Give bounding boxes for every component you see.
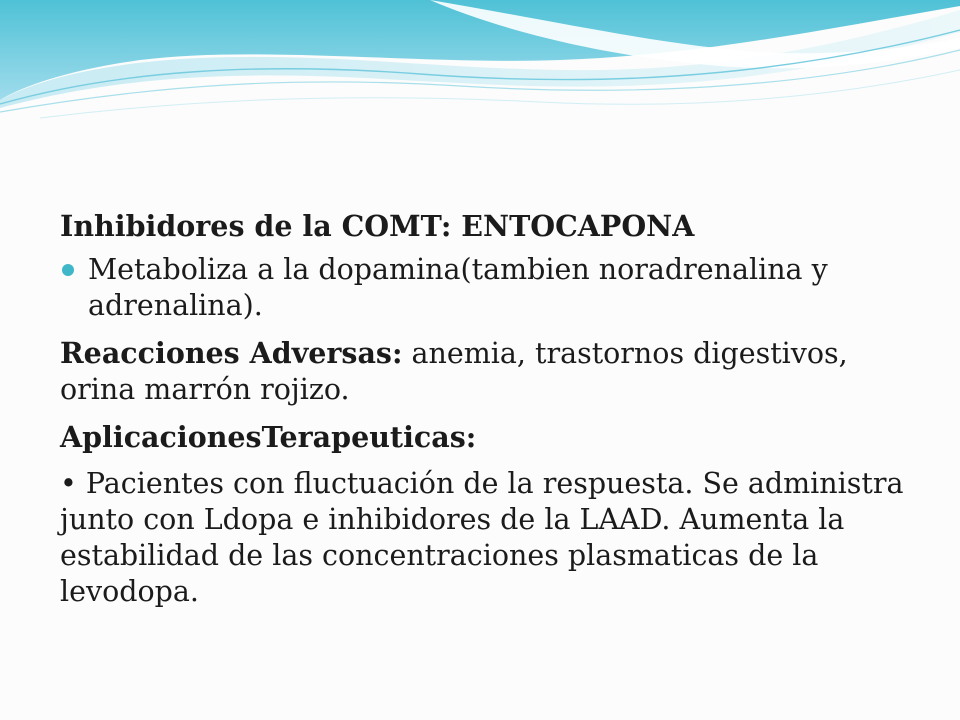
bullet-item (60, 252, 910, 324)
applications-heading: AplicacionesTerapeuticas: (60, 420, 477, 454)
adverse-reactions (60, 335, 910, 408)
slide-body (60, 208, 910, 610)
bullet-text: Metaboliza a la dopamina(tambien noradrenalina y adrenalina). (88, 253, 828, 322)
slide-heading: Inhibidores de la COMT: ENTOCAPONA (60, 209, 695, 243)
adverse-reactions-text: anemia, trastornos digestivos, orina marrón rojizo. (60, 337, 848, 406)
header-wave-decoration (0, 0, 960, 130)
bullet-dot-icon (62, 264, 74, 276)
applications-text: • Pacientes con fluctuación de la respuesta. Se administra junto con Ldopa e inhibidores de la LAAD. Aumenta la estabilidad de las concentraciones plasmaticas de la levodopa. (60, 467, 904, 608)
adverse-reactions-label: Reacciones Adversas: (60, 336, 403, 370)
